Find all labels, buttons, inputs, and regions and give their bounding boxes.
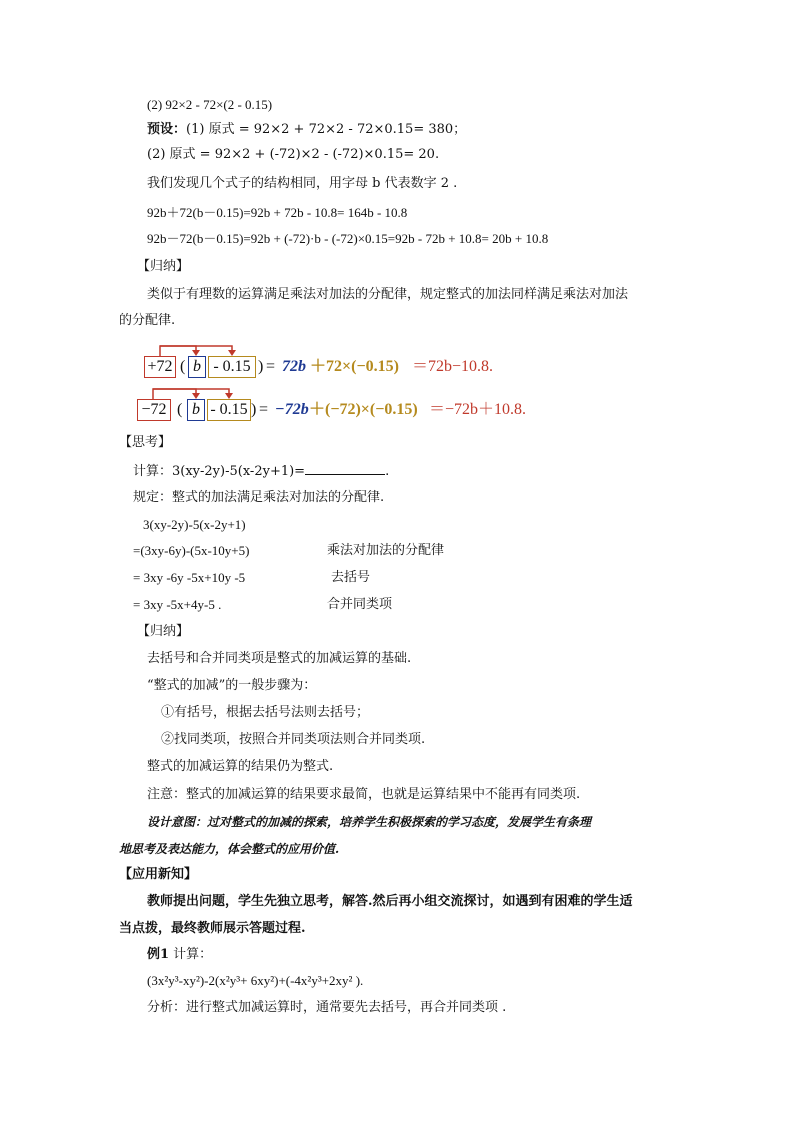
summary-step-1: ①有括号，根据去括号法则去括号；: [161, 705, 370, 720]
summary-paragraph-line-2: 的分配律.: [119, 313, 176, 328]
analysis-line: 分析：进行整式加减运算时，通常要先去括号，再合并同类项 .: [147, 1000, 507, 1015]
result: 72b−10.8.: [428, 358, 494, 375]
example-heading: [147, 946, 212, 964]
think-rule: 规定：整式的加法满足乘法对加法的分配律.: [133, 490, 385, 505]
variable-box: b: [188, 356, 206, 378]
paren-close: ): [258, 358, 264, 375]
solution-step-3: = 3xy -5x+4y-5 .: [133, 597, 222, 612]
coefficient-box: −72: [137, 399, 171, 421]
summary-heading-2: 【归纳】: [137, 624, 190, 639]
paren-open: (: [177, 401, 183, 418]
term-1: 72b: [282, 358, 306, 375]
example-text: 计算：: [169, 947, 213, 962]
term-1: −72b: [275, 401, 309, 418]
summary-line-1: 去括号和合并同类项是整式的加减运算的基础.: [147, 651, 412, 666]
preset-line-1: [147, 121, 466, 139]
result: −72b＋10.8.: [445, 401, 527, 418]
apply-heading: 【应用新知】: [119, 867, 198, 882]
summary-note: 注意：整式的加减运算的结果要求最简，也就是运算结果中不能再有同类项.: [147, 787, 581, 802]
summary-line-3: 整式的加减运算的结果仍为整式.: [147, 759, 334, 774]
variable-box: b: [187, 399, 205, 421]
constant-box: - 0.15: [208, 356, 256, 378]
preset-label: 预设：: [147, 122, 187, 137]
constant-box: - 0.15: [207, 399, 251, 421]
example-label: 例1: [147, 947, 170, 962]
coefficient-box: +72: [144, 356, 176, 378]
expansion-line-1: 92b＋72(b－0.15)=92b + 72b - 10.8= 164b - 10.8: [147, 205, 408, 220]
solution-step-1: =(3xy-6y)-(5x-10y+5): [133, 543, 250, 558]
solution-step-3-note: 合并同类项: [327, 597, 393, 612]
solution-step-2-note: 去括号: [331, 570, 371, 585]
calculation-end: .: [385, 464, 390, 479]
distribution-diagram-2: [137, 399, 557, 425]
preset-text: (1) 原式 = 92×2 + 72×2 - 72×0.15= 380；: [186, 122, 467, 137]
design-intent-line-1: [147, 813, 591, 831]
equals-sign-2: ＝: [412, 358, 429, 375]
term-2: ＋72×(−0.15): [310, 358, 399, 375]
solution-step-1-note: 乘法对加法的分配律: [327, 543, 445, 558]
distribution-diagram-1: [144, 356, 524, 382]
expr-line-2: (2) 92×2 - 72×(2 - 0.15): [147, 97, 273, 112]
summary-paragraph-line-1: 类似于有理数的运算满足乘法对加法的分配律，规定整式的加法同样满足乘法对加法: [147, 287, 629, 302]
think-calculation: [133, 462, 389, 481]
summary-heading-1: 【归纳】: [137, 259, 190, 274]
solution-step-0: 3(xy-2y)-5(x-2y+1): [143, 517, 246, 532]
design-intent-line-2: 地思考及表达能力，体会整式的应用价值.: [119, 842, 340, 856]
design-intent-label: 设计意图：: [147, 815, 208, 829]
example-expression: (3x²y³-xy²)-2(x²y³+ 6xy²)+(-4x²y³+2xy² ).: [147, 973, 364, 988]
observation-line: 我们发现几个式子的结构相同，用字母 b 代表数字 2 .: [147, 176, 458, 191]
preset-line-2: (2) 原式 = 92×2 + (-72)×2 - (-72)×0.15= 20.: [147, 147, 440, 162]
design-intent-text: 过对整式的加减的探索，培养学生积极探索的学习态度，发展学生有条理: [207, 815, 592, 829]
equals-sign-2: ＝: [429, 401, 446, 418]
solution-step-2: = 3xy -6y -5x+10y -5: [133, 570, 246, 585]
think-heading: 【思考】: [119, 435, 172, 450]
apply-paragraph-line-2: 当点拨，最终教师展示答题过程.: [119, 921, 306, 936]
equals-sign: =: [266, 358, 276, 375]
term-2: ＋(−72)×(−0.15): [309, 401, 418, 418]
summary-line-2: “整式的加减”的一般步骤为：: [147, 678, 317, 693]
paren-close: ): [251, 401, 257, 418]
apply-paragraph-line-1: 教师提出问题，学生先独立思考，解答.然后再小组交流探讨，如遇到有困难的学生适: [147, 894, 633, 909]
paren-open: (: [180, 358, 186, 375]
summary-step-2: ②找同类项，按照合并同类项法则合并同类项.: [161, 732, 426, 747]
expansion-line-2: 92b－72(b－0.15)=92b + (-72)·b - (-72)×0.15=92b - 72b + 10.8= 20b + 10.8: [147, 231, 549, 246]
calculation-prompt: 计算：3(xy-2y)-5(x-2y+1)=: [133, 464, 306, 479]
equals-sign: =: [259, 401, 269, 418]
answer-blank: [305, 462, 385, 475]
